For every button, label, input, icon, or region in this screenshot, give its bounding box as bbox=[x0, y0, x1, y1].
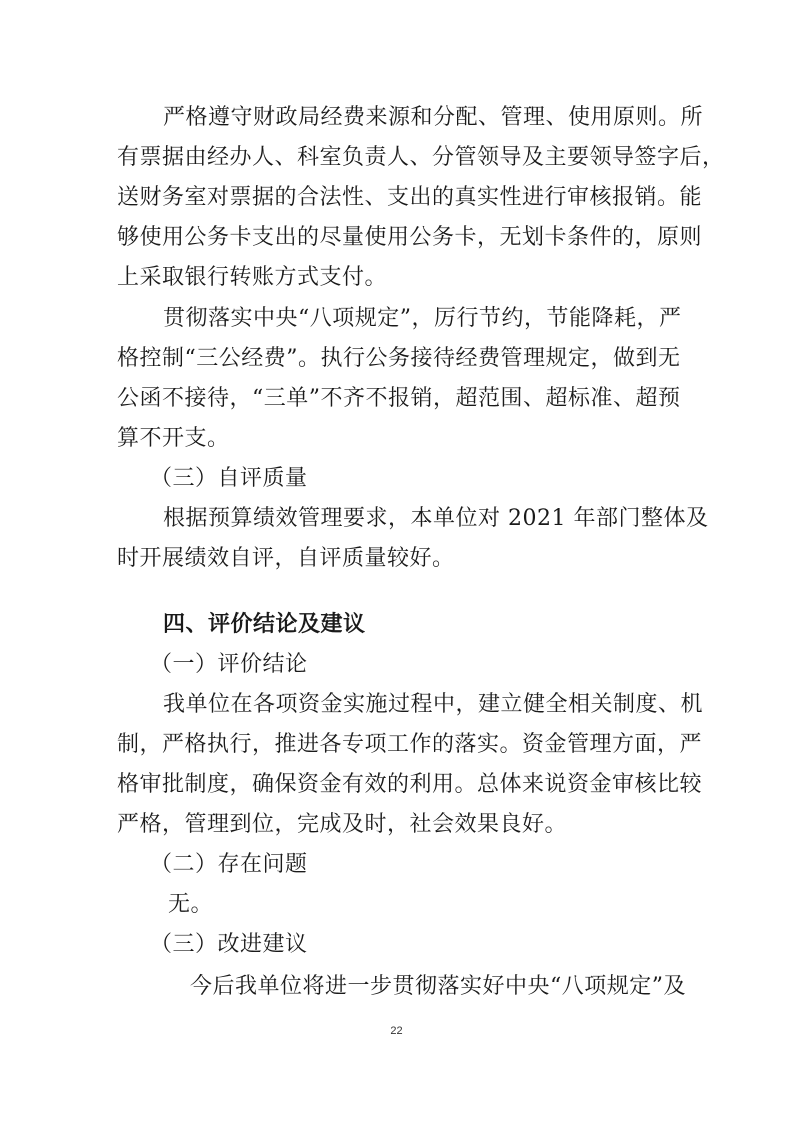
paragraph-line: 我单位在各项资金实施过程中，建立健全相关制度、机 bbox=[163, 692, 704, 717]
paragraph-line: 有票据由经办人、科室负责人、分管领导及主要领导签字后， bbox=[117, 145, 725, 170]
paragraph-line: 公函不接待，“三单”不齐不报销，超范围、超标准、超预 bbox=[117, 386, 681, 411]
paragraph-line: 贯彻落实中央“八项规定”，厉行节约，节能降耗，严 bbox=[163, 306, 682, 331]
paragraph-line: 时开展绩效自评，自评质量较好。 bbox=[117, 546, 455, 571]
section-heading: 四、评价结论及建议 bbox=[163, 612, 366, 637]
section-subheading: （一）评价结论 bbox=[150, 652, 308, 677]
paragraph-line: 严格，管理到位，完成及时，社会效果良好。 bbox=[117, 812, 568, 837]
section-subheading: （三）自评质量 bbox=[150, 466, 308, 491]
section-subheading: （三）改进建议 bbox=[150, 932, 308, 957]
paragraph-line: 送财务室对票据的合法性、支出的真实性进行审核报销。能 bbox=[117, 185, 703, 210]
paragraph-line: 格控制“三公经费”。执行公务接待经费管理规定，做到无 bbox=[117, 346, 681, 371]
paragraph-line: 算不开支。 bbox=[117, 426, 230, 451]
paragraph-line: 上采取银行转账方式支付。 bbox=[117, 265, 388, 290]
plain-text: 无。 bbox=[168, 892, 214, 917]
paragraph-line: 制，严格执行，推进各专项工作的落实。资金管理方面，严 bbox=[117, 732, 703, 757]
paragraph-line: 今后我单位将进一步贯彻落实好中央“八项规定”及 bbox=[190, 974, 686, 999]
page-number: 22 bbox=[390, 1025, 403, 1037]
paragraph-line: 格审批制度，确保资金有效的利用。总体来说资金审核比较 bbox=[117, 772, 703, 797]
section-subheading: （二）存在问题 bbox=[150, 852, 308, 877]
paragraph-line: 严格遵守财政局经费来源和分配、管理、使用原则。所 bbox=[163, 105, 704, 130]
paragraph-line: 根据预算绩效管理要求，本单位对 2021 年部门整体及 bbox=[163, 506, 709, 531]
paragraph-line: 够使用公务卡支出的尽量使用公务卡，无划卡条件的，原则 bbox=[117, 225, 703, 250]
